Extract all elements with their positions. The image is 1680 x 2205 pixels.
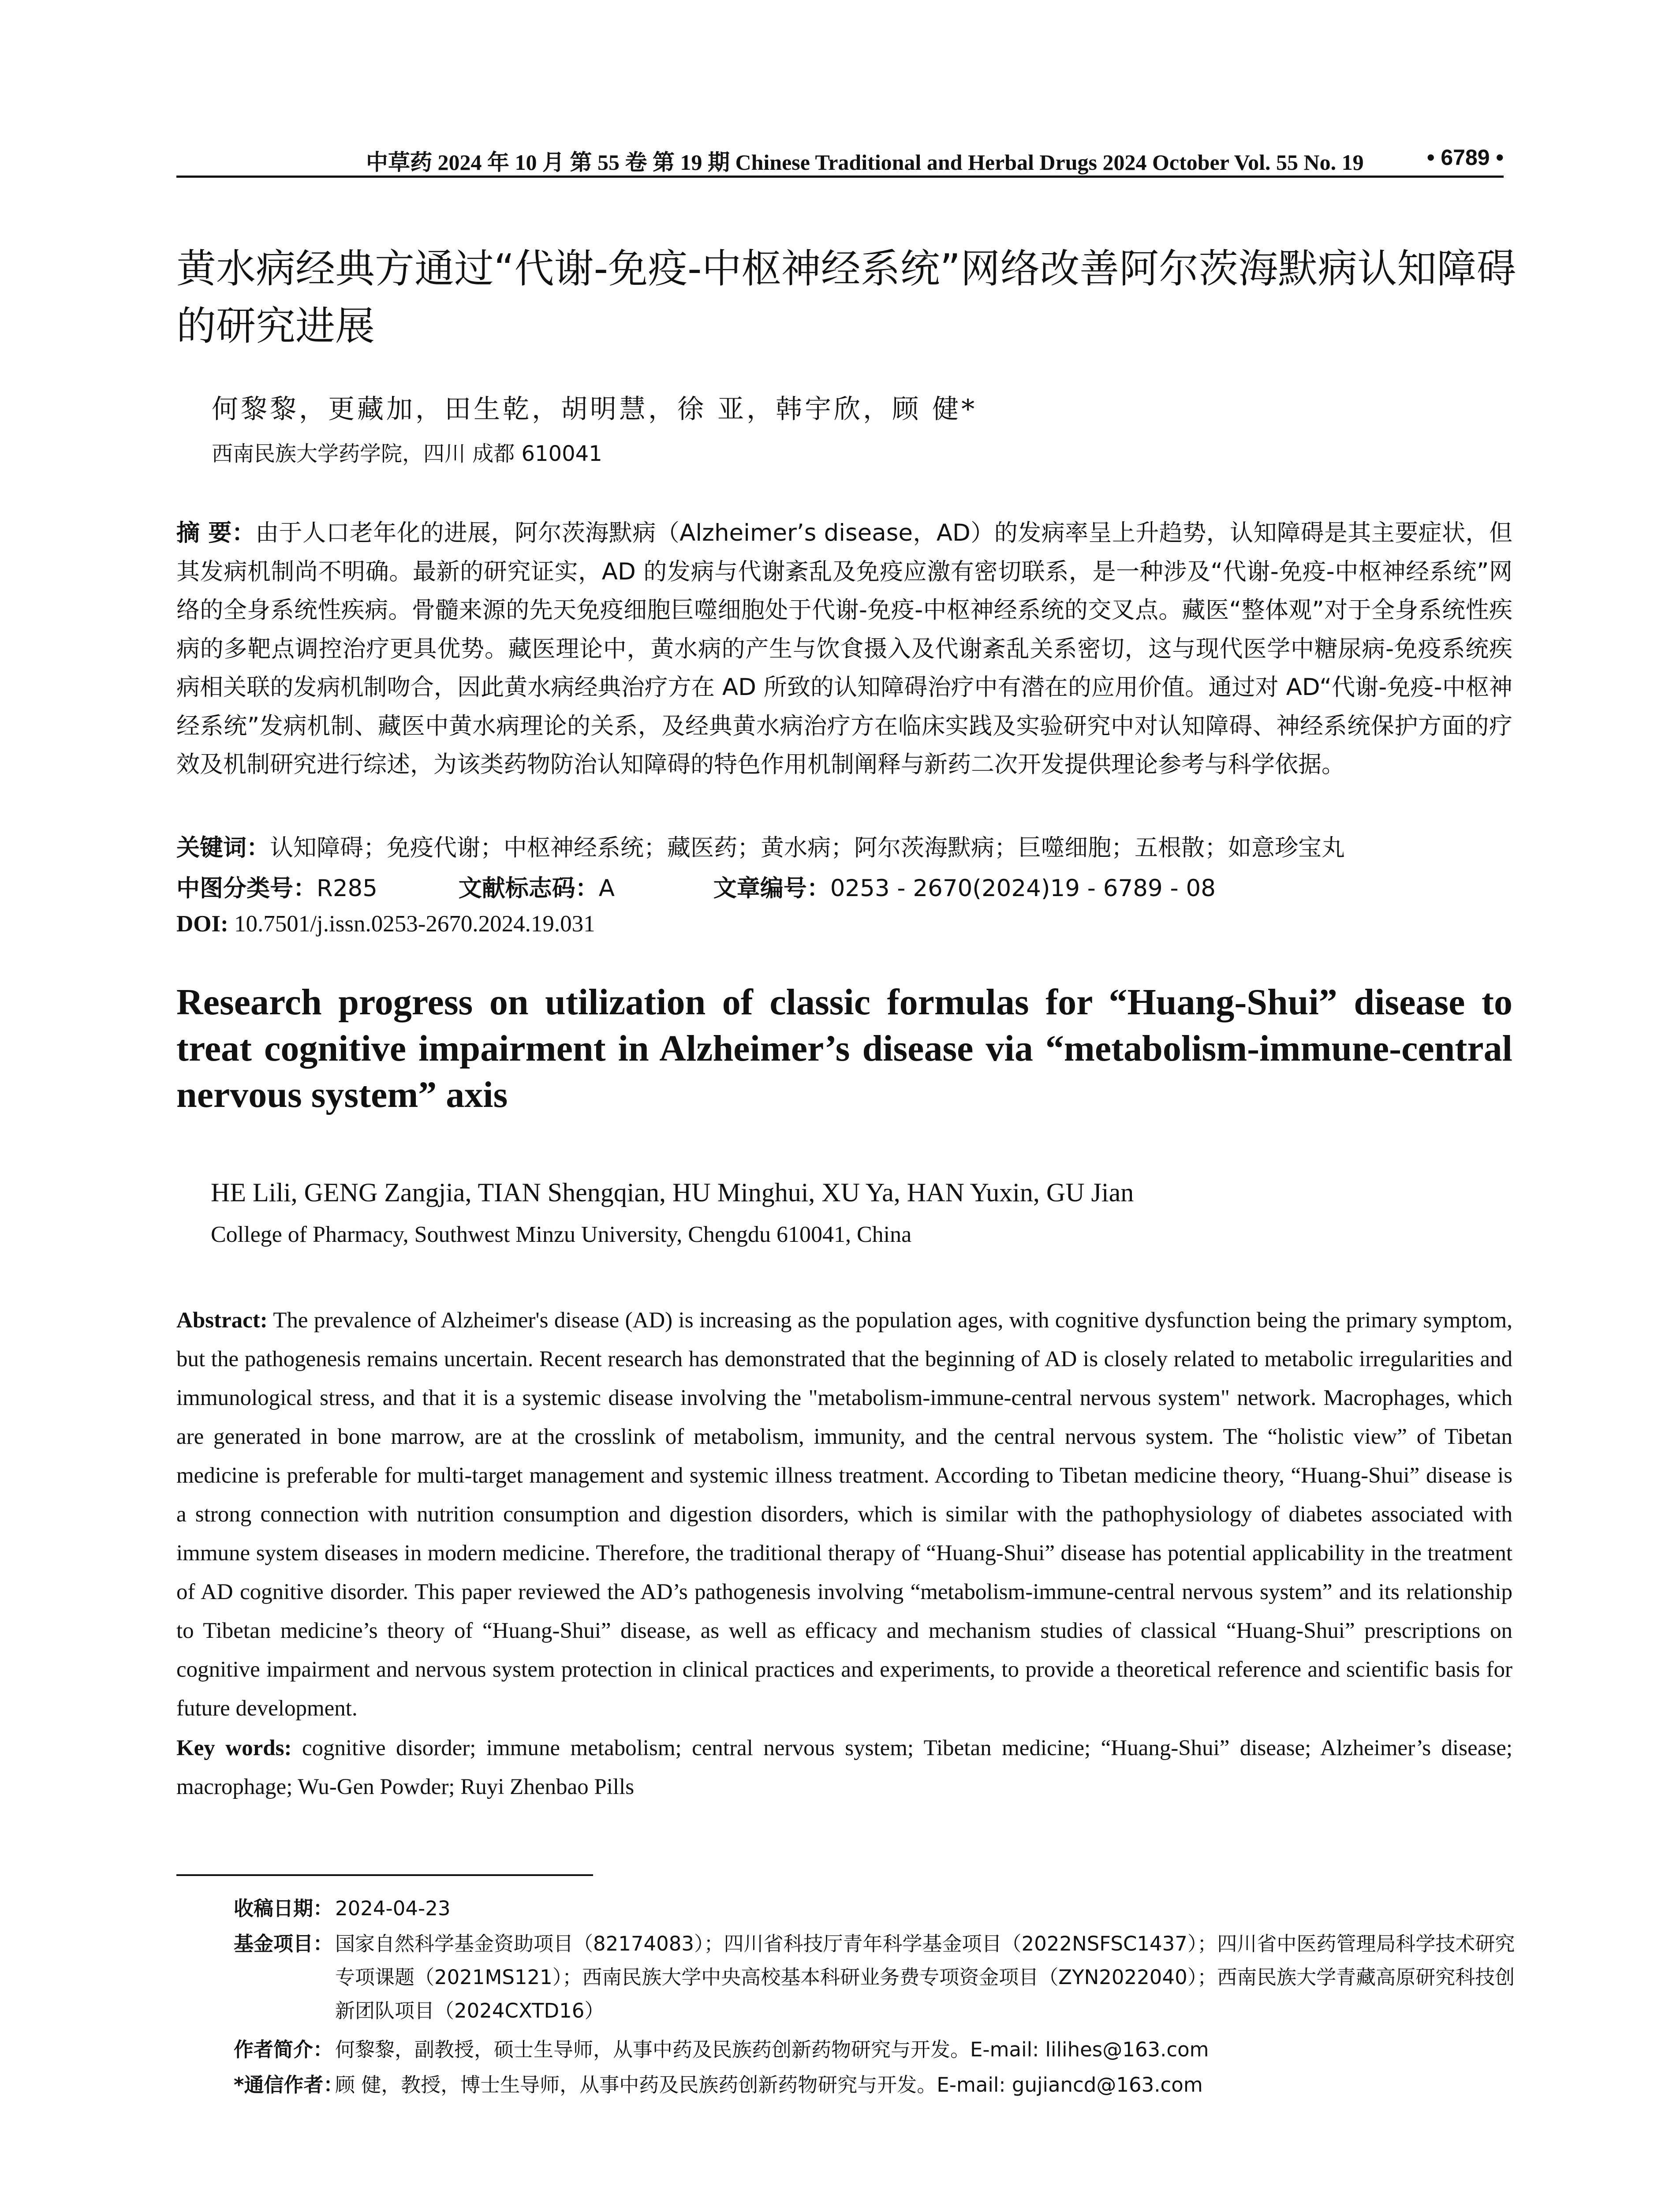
clc-label: 中图分类号：: [176, 875, 317, 902]
doi: [176, 911, 595, 937]
funding-text: 国家自然科学基金资助项目（82174083）；四川省科技厅青年科学基金项目（2022NSFSC1437）；四川省中医药管理局科学技术研究专项课题（2021MS121）；西南民族大学中央高校基本科研业务费专项资金项目（ZYN2022040）；西南民族大学青藏高原研究科技创新团队项目（2024CXTD16）: [335, 1932, 1515, 2022]
en-keywords-label: Key words:: [176, 1736, 292, 1760]
cn-abstract-text: 由于人口老年化的进展，阿尔茨海默病（Alzheimer’s disease，AD）的发病率呈上升趋势，认知障碍是其主要症状，但其发病机制尚不明确。最新的研究证实，AD 的发病与代谢紊乱及免疫应激有密切联系，是一种涉及“代谢-免疫-中枢神经系统”网络的全身系统性疾病。骨髓来源的先天免疫细胞巨噬细胞处于代谢-免疫-中枢神经系统的交叉点。藏医“整体观”对于全身系统性疾病的多靶点调控治疗更具优势。藏医理论中，黄水病的产生与饮食摄入及代谢紊乱关系密切，这与现代医学中糖尿病-免疫系统疾病相关联的发病机制吻合，因此黄水病经典治疗方在 AD 所致的认知障碍治疗中有潜在的应用价值。通过对 AD“代谢-免疫-中枢神经系统”发病机制、藏医中黄水病理论的关系，及经典黄水病治疗方在临床实践及实验研究中对认知障碍、神经系统保护方面的疗效及机制研究进行综述，为该类药物防治认知障碍的特色作用机制阐释与新药二次开发提供理论参考与科学依据。: [176, 519, 1512, 778]
en-keywords-text: cognitive disorder; immune metabolism; central nervous system; Tibetan medicine; “Huang-Shui” disease; Alzheimer’s disease; macrophage; Wu-Gen Powder; Ruyi Zhenbao Pills: [176, 1736, 1512, 1799]
doi-value: 10.7501/j.issn.0253-2670.2024.19.031: [234, 911, 595, 937]
footnote-funding: [0, 1927, 1680, 2033]
running-header: [176, 141, 1504, 179]
en-abstract-label: Abstract:: [176, 1308, 268, 1333]
articleno-value: 0253 - 2670(2024)19 - 6789 - 08: [830, 875, 1216, 902]
cn-keywords-text: 认知障碍；免疫代谢；中枢神经系统；藏医药；黄水病；阿尔茨海默病；巨噬细胞；五根散；如意珍宝丸: [270, 834, 1345, 861]
cn-keywords: [176, 829, 1345, 863]
author-text: 何黎黎，副教授，硕士生导师，从事中药及民族药创新药物研究与开发。E-mail: lilihes@163.com: [335, 2038, 1209, 2061]
cn-keywords-label: 关键词：: [176, 834, 270, 861]
en-keywords: [176, 1729, 1512, 1806]
doccode-label: 文献标志码：: [458, 875, 599, 902]
cn-title: 黄水病经典方通过“代谢-免疫-中枢神经系统”网络改善阿尔茨海默病认知障碍的研究进展: [176, 246, 1516, 349]
journal-info: 中草药 2024 年 10 月 第 55 卷 第 19 期 Chinese Traditional and Herbal Drugs 2024 October Vol. 55 No. 19: [366, 150, 1364, 175]
footnote-author: [0, 2033, 1680, 2068]
doccode-value: A: [598, 875, 615, 902]
corresp-text: 顾 健，教授，博士生导师，从事中药及民族药创新药物研究与开发。E-mail: gujiancd@163.com: [335, 2073, 1203, 2097]
cn-authors: 何黎黎，更藏加，田生乾，胡明慧，徐 亚，韩宇欣，顾 健*: [212, 394, 978, 425]
page-number: • 6789 •: [1426, 145, 1504, 170]
doi-label: DOI:: [176, 911, 228, 937]
footnote-rule: [176, 1874, 593, 1876]
cn-abstract: [176, 514, 1512, 784]
cn-affiliation: 西南民族大学药学院，四川 成都 610041: [212, 441, 602, 466]
articleno-label: 文章编号：: [713, 875, 830, 902]
funding-label: 基金项目：: [234, 1932, 333, 1955]
en-authors: HE Lili, GENG Zangjia, TIAN Shengqian, HU Minghui, XU Ya, HAN Yuxin, GU Jian: [211, 1178, 1134, 1207]
clc-value: R285: [317, 875, 377, 902]
cn-abstract-label: 摘 要：: [176, 519, 256, 546]
en-title: Research progress on utilization of classic formulas for “Huang-Shui” disease to treat cognitive impairment in Alzheimer’s disease via “metabolism-immune-central nervous system” axis: [176, 982, 1512, 1115]
author-label: 作者简介：: [234, 2038, 333, 2061]
received-date: 2024-04-23: [335, 1897, 451, 1920]
en-affiliation: College of Pharmacy, Southwest Minzu University, Chengdu 610041, China: [211, 1222, 912, 1247]
cn-classification-line: [176, 870, 1216, 903]
header-rule: [176, 176, 1504, 178]
en-abstract: [176, 1301, 1512, 1728]
received-label: 收稿日期：: [234, 1897, 333, 1920]
footnote-corresponding: [0, 2068, 1680, 2104]
corresp-label: *通信作者：: [234, 2073, 343, 2097]
en-abstract-text: The prevalence of Alzheimer's disease (AD) is increasing as the population ages, with cognitive dysfunction being the primary symptom, but the pathogenesis remains uncertain. Recent research has demonstrated that the beginning of AD is closely related to metabolic irregularities and immunological stress, and that it is a systemic disease involving the "metabolism-immune-central nervous system" network. Macrophages, which are generated in bone marrow, are at the crosslink of metabolism, immunity, and the central nervous system. The “holistic view” of Tibetan medicine is preferable for multi-target management and systemic illness treatment. According to Tibetan medicine theory, “Huang-Shui” disease is a strong connection with nutrition consumption and digestion disorders, which is similar with the pathophysiology of diabetes associated with immune system diseases in modern medicine. Therefore, the traditional therapy of “Huang-Shui” disease has potential applicability in the treatment of AD cognitive disorder. This paper reviewed the AD’s pathogenesis involving “metabolism-immune-central nervous system” and its relationship to Tibetan medicine’s theory of “Huang-Shui” disease, as well as efficacy and mechanism studies of classical “Huang-Shui” prescriptions on cognitive impairment and nervous system protection in clinical practices and experiments, to provide a theoretical reference and scientific basis for future development.: [176, 1308, 1512, 1721]
footnote-received: [0, 1892, 1680, 1927]
